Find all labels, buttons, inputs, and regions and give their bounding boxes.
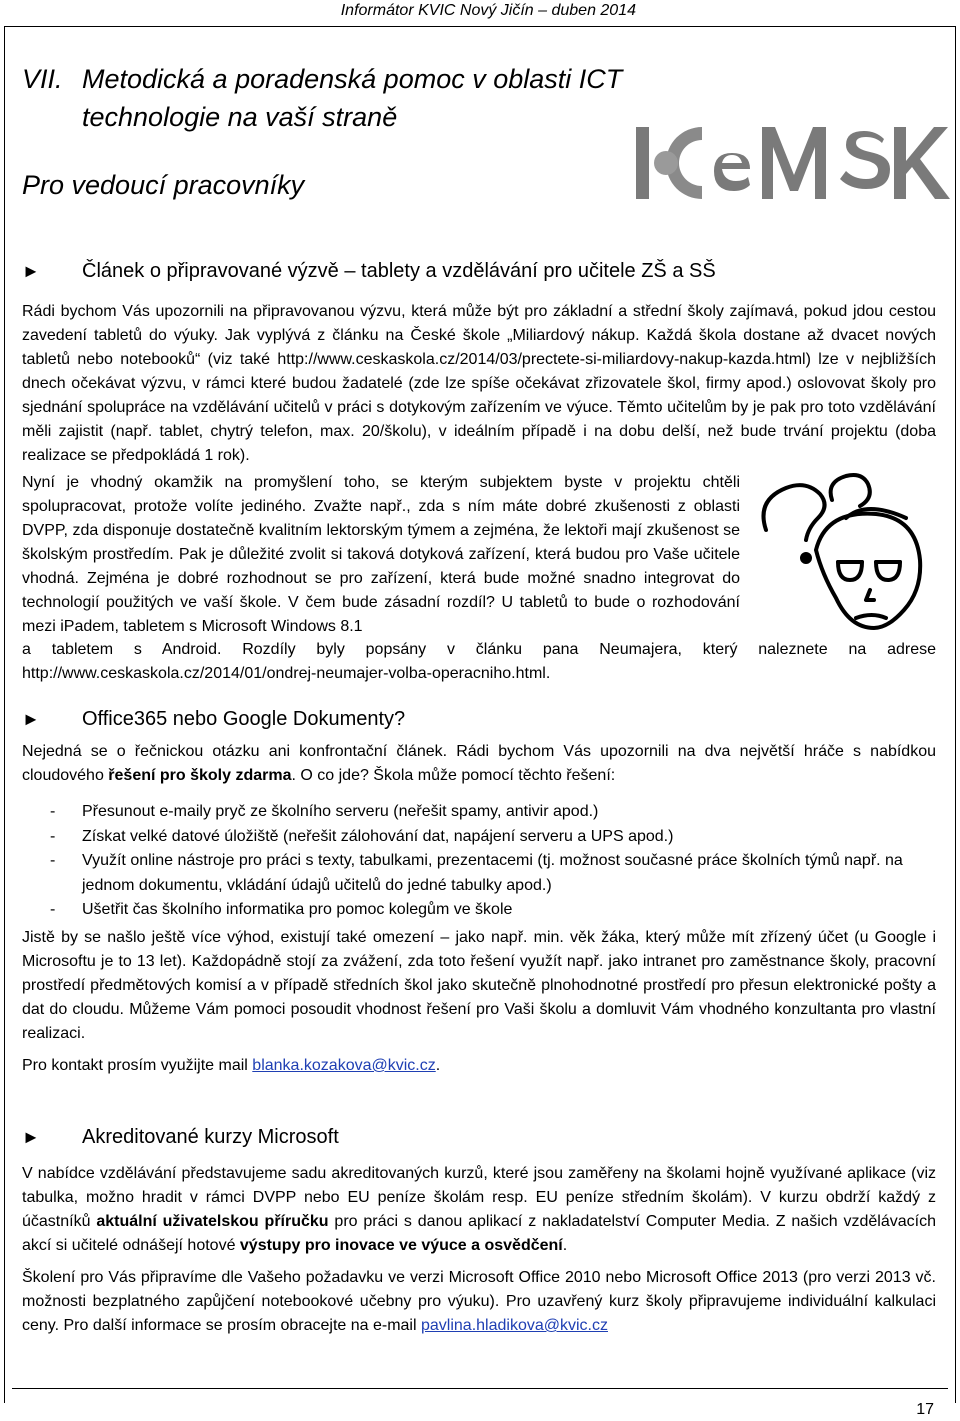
chapter-heading [22, 60, 622, 136]
page-frame-left [4, 26, 5, 1403]
microsoft-paragraph-2: Školení pro Vás připravíme dle Vašeho požadavku ve verzi Microsoft Office 2010 nebo Microsoft Office 2013 (pro verzi 2013 vč. možnosti bezplatného zapůjčení notebookové učebny pro výuku). Pro uzavřený kurz školy připravujeme individuální kalkulaci ceny. Pro další informace se prosím obracejte na e-mail pavlina.hladikova@kvic.cz [22, 1269, 936, 1334]
tablets-paragraph-2-end: a tabletem s Android. Rozdíly byly popsány v článku pana Neumajera, který naleznete na adrese http://www.ceskaskola.cz/2014/01/ondrej-neumajer-volba-operacniho.html. [22, 641, 936, 682]
question-person-icon [746, 470, 936, 640]
triangle-bullet-icon: ► [22, 709, 40, 729]
microsoft-bold-1: aktuální uživatelskou příručku [96, 1213, 329, 1230]
section-office-title: Office365 nebo Google Dokumenty? [82, 708, 406, 730]
chapter-title-line2: technologie na vaší straně [82, 102, 398, 132]
page-frame-right [955, 26, 956, 1403]
microsoft-bold-2: výstupy pro inovace ve výuce a osvědčení [239, 1237, 563, 1254]
office-intro-bold: řešení pro školy zdarma [108, 767, 292, 784]
running-header: Informátor KVIC Nový Jičín – duben 2014 [340, 2, 636, 19]
triangle-bullet-icon: ► [22, 261, 40, 281]
chapter-number: VII. [22, 64, 63, 94]
list-item: - Ušetřit čas školního informatika pro pomoc kolegům ve škole [50, 898, 936, 923]
subheading: Pro vedoucí pracovníky [22, 170, 305, 200]
icemsk-logo [622, 113, 952, 213]
contact-email-link[interactable]: pavlina.hladikova@kvic.cz [420, 1317, 608, 1334]
list-item: - Přesunout e-maily pryč ze školního serveru (neřešit spamy, antivir apod.) [50, 800, 936, 825]
page-frame-top [4, 26, 956, 27]
tablets-paragraph-2: Nyní je vhodný okamžik na promyšlení toho, se kterým subjektem byste v projektu chtěli spolupracovat, protože volíte jediného. Zvažte např., zda s ním máte dobré zkušenosti z oblasti DVPP, zda disponuje dostatečně kvalitním lektorským týmem a zejména, že lektoři mají zkušenost se školským prostředím. Pak je důležité zvolit si taková dotyková zařízení, která budou pro Vaše učitele vhodná. Zejména je dobré rozhodnout se pro zařízení, která bude možné snadno integrovat do technologií použitých ve vaší škole. V čem bude zásadní rozdíl? U tabletů to bude o rozhodování mezi iPadem, tabletem s Microsoft Windows 8.1 [22, 474, 740, 635]
office-bullet-list [50, 800, 936, 923]
section-tablets-heading [22, 260, 716, 283]
office-intro: Nejedná se o řečnickou otázku ani konfrontační článek. Rádi bychom Vás upozornili na dva největší hráče s nabídkou cloudového řešení pro školy zdarma. O co jde? Škola může pomocí těchto řešení: [22, 743, 936, 784]
triangle-bullet-icon: ► [22, 1127, 40, 1147]
page-number: 17 [916, 1401, 934, 1418]
chapter-title-line1: Metodická a poradenská pomoc v oblasti ICT [82, 64, 623, 94]
contact-email-link[interactable]: blanka.kozakova@kvic.cz [252, 1057, 436, 1074]
tablets-paragraph: Rádi bychom Vás upozornili na připravovanou výzvu, která může být pro základní a střední školy zajímavá, pokud jdou cestou zavedení tabletů do výuky. Jak vyplývá z článku na České škole „Miliardový nákup. Každá škola dostane až dvacet nových tabletů nebo notebooků“ (viz také http://www.ceskaskola.cz/2014/03/prectete-si-miliardovy-nakup-kazda.html) lze v nejbližších dnech očekávat výzvu, v rámci které budou žadatelé (zde lze spíše očekávat zřizovatele škol, firmy apod.) oslovovat školy pro sjednání spolupráce na vzdělávání učitelů v práci s dotykovým zařízením ve výuce. Těmto učitelům by je pak pro toto vzdělávání měli zajistit (např. tablet, chytrý telefon, max. 20/školu), v ideálním případě i na dobu delší, než bude trvání projektu (doba realizace se předpokládá 1 rok). [22, 303, 936, 464]
office-paragraph: Jistě by se našlo ještě více výhod, existují také omezení – jako např. min. věk žáka, který může mít zřízený účet (u Google i Microsoftu je to 13 let). Každopádně stojí za zvážení, zda toto řešení využít např. jako intranet pro zaměstnance školy, pracovní prostředí předmětových komisí a v případě středních škol jako skutečně plnohodnotné prostředí pro přesun elektronické pošty a dat do cloudu. Můžeme Vám pomoci posoudit vhodnost řešení pro Vaši školu a domluvit Vám vhodného konzultanta pro vlastní realizaci. [22, 929, 936, 1042]
footer-rule [12, 1388, 948, 1389]
microsoft-paragraph-1: V nabídce vzdělávání představujeme sadu akreditovaných kurzů, které jsou zaměřeny na školami hojně využívané aplikace (viz tabulka, možno hradit v rámci DVPP nebo EU peníze školám resp. EU peníze středním školám). V kurzu obdrží každý z účastníků aktuální uživatelskou příručku pro práci s danou aplikací z nakladatelství Computer Media. Z našich vzdělávacích akcí si učitelé odnášejí hotové výstupy pro inovace ve výuce a osvědčení. [22, 1165, 936, 1254]
section-microsoft-heading [22, 1126, 339, 1149]
list-item: - Získat velké datové úložiště (neřešit zálohování dat, napájení serveru a UPS apod.) [50, 825, 936, 850]
section-microsoft-title: Akreditované kurzy Microsoft [82, 1126, 339, 1148]
office-contact: Pro kontakt prosím využijte mail blanka.kozakova@kvic.cz. [22, 1057, 441, 1074]
section-tablets-title: Článek o připravované výzvě – tablety a vzdělávání pro učitele ZŠ a SŠ [82, 260, 716, 282]
section-office-heading [22, 708, 405, 731]
list-item: - Využít online nástroje pro práci s texty, tabulkami, prezentacemi (tj. možnost současné práce školních týmů např. na jednom dokumentu, vkládání údajů učitelů do jedné tabulky apod.) [50, 849, 936, 898]
